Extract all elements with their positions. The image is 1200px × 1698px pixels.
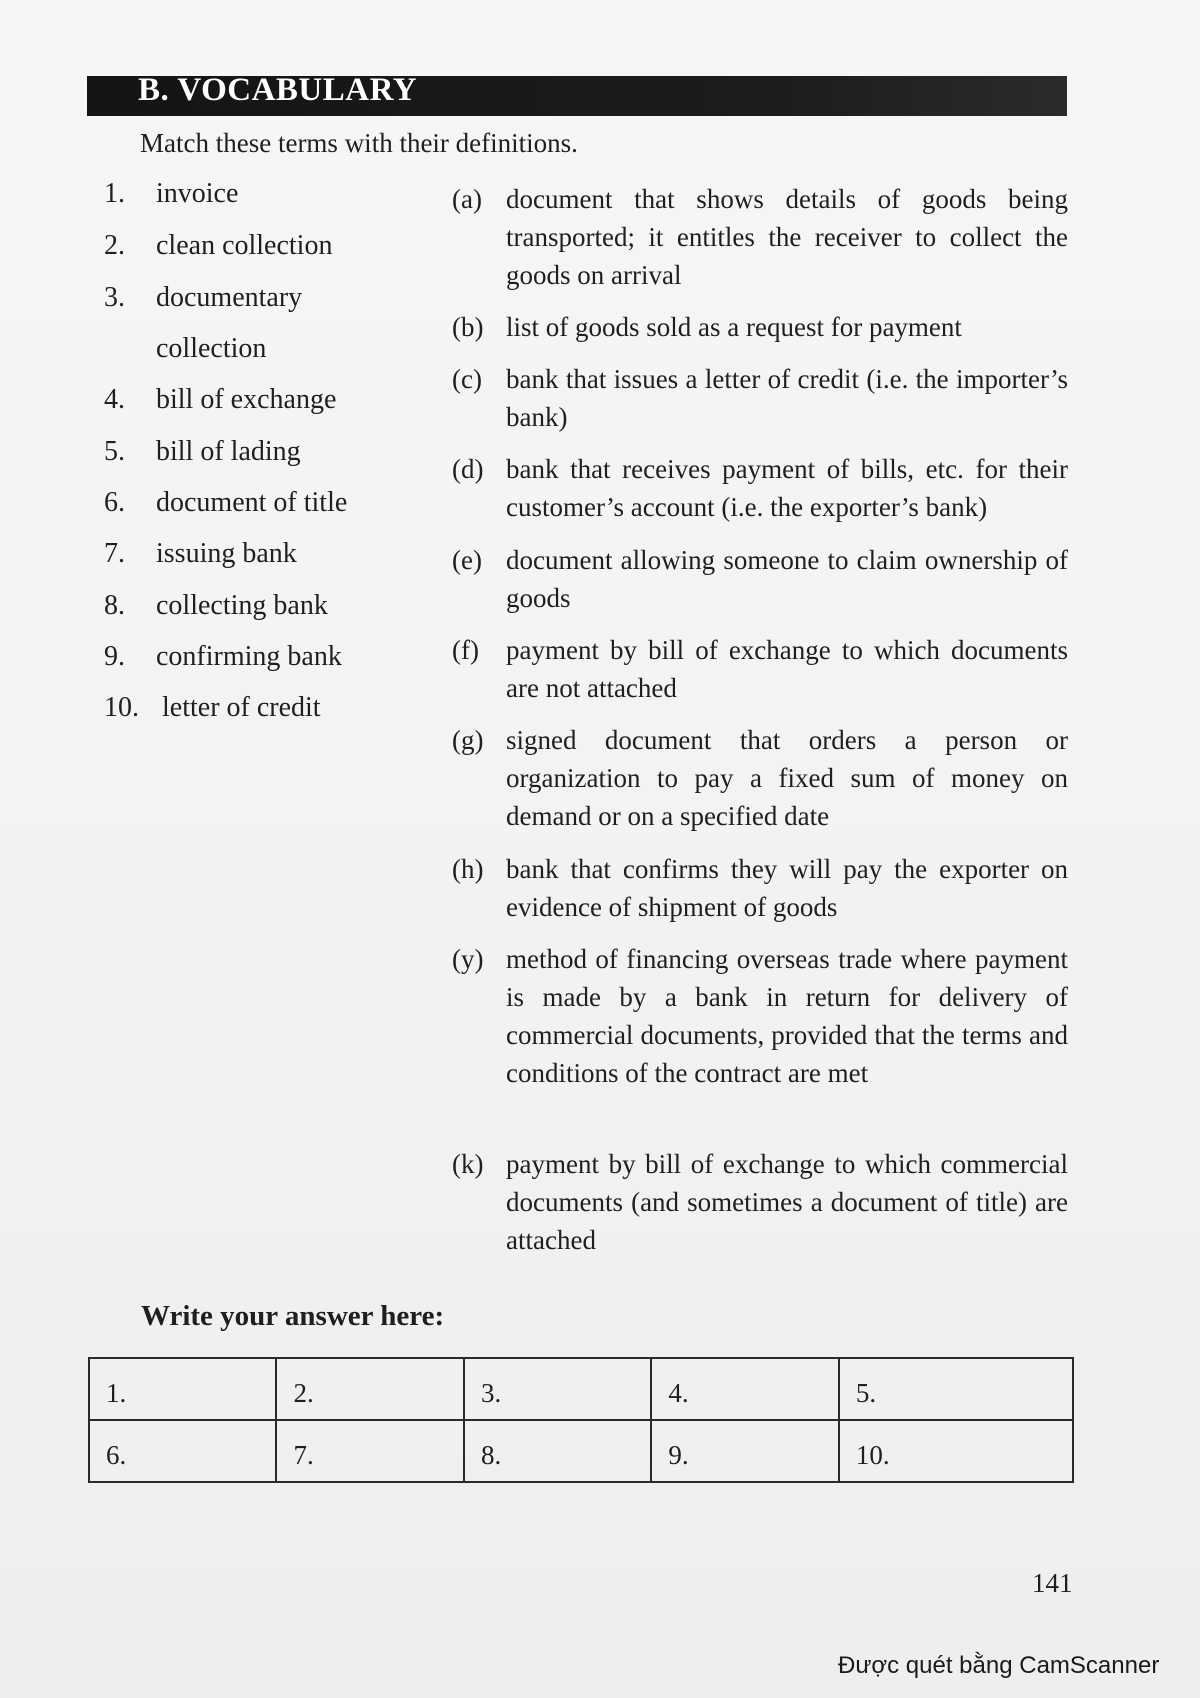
term-number: 10. bbox=[104, 692, 139, 723]
term-text: issuing bank bbox=[156, 538, 297, 569]
definition-item bbox=[452, 1145, 1068, 1259]
term-text: documentary bbox=[156, 282, 303, 313]
definition-text: signed document that orders a person or organization to pay a fixed sum of money on demand or on a specified date bbox=[506, 725, 1068, 831]
definition-item bbox=[452, 180, 1068, 294]
answer-cell[interactable]: 7. bbox=[276, 1420, 463, 1482]
term-text: bill of exchange bbox=[156, 384, 337, 415]
answer-cell[interactable]: 4. bbox=[651, 1358, 838, 1420]
definition-text: payment by bill of exchange to which commercial documents (and sometimes a document of title) are attached bbox=[506, 1149, 1068, 1255]
term-number: 5. bbox=[104, 436, 125, 467]
answer-row bbox=[89, 1420, 1073, 1482]
scanner-watermark: Được quét bằng CamScanner bbox=[838, 1652, 1160, 1679]
page-number: 141 bbox=[1032, 1568, 1073, 1598]
definition-letter: (c) bbox=[452, 364, 482, 394]
definition-text: document allowing someone to claim ownership of goods bbox=[506, 545, 1068, 613]
section-title: B. VOCABULARY bbox=[138, 72, 418, 108]
answer-cell[interactable]: 9. bbox=[651, 1420, 838, 1482]
answer-heading: Write your answer here: bbox=[141, 1300, 445, 1332]
definition-item bbox=[452, 850, 1068, 926]
term-text: collecting bank bbox=[156, 590, 328, 621]
term-text: document of title bbox=[156, 487, 348, 518]
instruction-text: Match these terms with their definitions. bbox=[140, 128, 578, 158]
term-number: 2. bbox=[104, 230, 125, 261]
definition-letter: (g) bbox=[452, 725, 484, 755]
definition-item bbox=[452, 940, 1068, 1092]
definition-letter: (k) bbox=[452, 1149, 484, 1179]
answer-cell[interactable]: 6. bbox=[89, 1420, 276, 1482]
definition-item bbox=[452, 541, 1068, 617]
term-text: bill of lading bbox=[156, 436, 301, 467]
answer-table bbox=[88, 1357, 1074, 1483]
term-number: 4. bbox=[104, 384, 125, 415]
answer-row bbox=[89, 1358, 1073, 1420]
term-text: invoice bbox=[156, 178, 239, 209]
answer-cell[interactable]: 1. bbox=[89, 1358, 276, 1420]
term-number: 8. bbox=[104, 590, 125, 621]
definition-letter: (h) bbox=[452, 854, 484, 884]
answer-cell[interactable]: 5. bbox=[839, 1358, 1073, 1420]
definition-letter: (b) bbox=[452, 312, 484, 342]
definition-text: document that shows details of goods being transported; it entitles the receiver to collect the goods on arrival bbox=[506, 184, 1068, 290]
definition-text: payment by bill of exchange to which documents are not attached bbox=[506, 635, 1068, 703]
term-number: 7. bbox=[104, 538, 125, 569]
term-number: 9. bbox=[104, 641, 125, 672]
definition-text: bank that confirms they will pay the exporter on evidence of shipment of goods bbox=[506, 854, 1068, 922]
definition-letter: (a) bbox=[452, 184, 482, 214]
definition-item bbox=[452, 631, 1068, 707]
term-text: clean collection bbox=[156, 230, 333, 261]
definition-text: bank that issues a letter of credit (i.e. the importer’s bank) bbox=[506, 364, 1068, 432]
definition-letter: (d) bbox=[452, 454, 484, 484]
definition-item bbox=[452, 450, 1068, 526]
term-number: 1. bbox=[104, 178, 125, 209]
definition-item bbox=[452, 360, 1068, 436]
definition-item bbox=[452, 308, 1068, 346]
definition-text: bank that receives payment of bills, etc. for their customer’s account (i.e. the exporter’s bank) bbox=[506, 454, 1068, 522]
answer-cell[interactable]: 3. bbox=[464, 1358, 651, 1420]
term-number: 6. bbox=[104, 487, 125, 518]
term-text: letter of credit bbox=[162, 692, 321, 723]
term-number: 3. bbox=[104, 282, 125, 313]
term-text-continued: collection bbox=[156, 333, 267, 364]
definition-item bbox=[452, 721, 1068, 835]
definition-letter: (y) bbox=[452, 944, 484, 974]
definition-letter: (f) bbox=[452, 635, 479, 665]
definition-text: list of goods sold as a request for payment bbox=[506, 312, 962, 342]
definition-letter: (e) bbox=[452, 545, 482, 575]
definition-text: method of financing overseas trade where payment is made by a bank in return for delivery of commercial documents, provided that the terms and conditions of the contract are met bbox=[506, 944, 1068, 1088]
term-text: confirming bank bbox=[156, 641, 342, 672]
answer-cell[interactable]: 8. bbox=[464, 1420, 651, 1482]
answer-cell[interactable]: 2. bbox=[276, 1358, 463, 1420]
answer-cell[interactable]: 10. bbox=[839, 1420, 1073, 1482]
